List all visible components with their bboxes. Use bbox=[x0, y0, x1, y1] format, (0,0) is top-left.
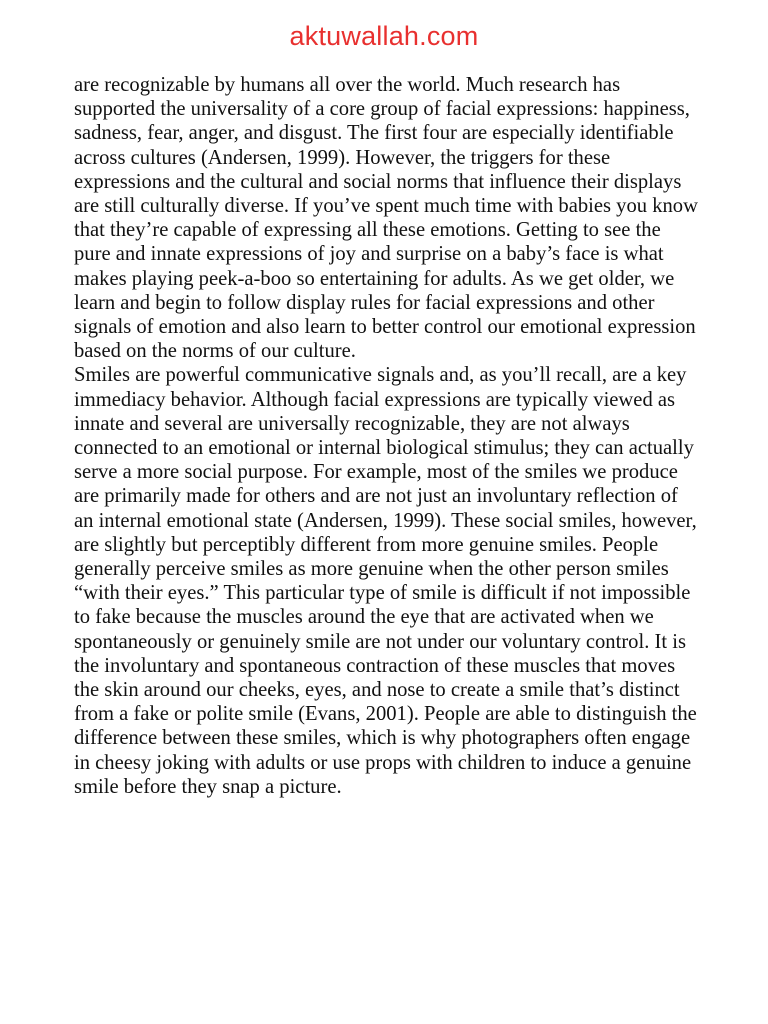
paragraph-smiles: Smiles are powerful communicative signals and, as you’ll recall, are a key immediacy behavior. Although facial expressions are typically viewed as innate and several are universally recognizable, they are not always connected to an emotional or internal biological stimulus; they can actually serve a more social purpose. For example, most of the smiles we produce are primarily made for others and are not just an involuntary reflection of an internal emotional state (Andersen, 1999). These social smiles, however, are slightly but perceptibly different from more genuine smiles. People generally perceive smiles as more genuine when the other person smiles “with their eyes.” This particular type of smile is difficult if not impossible to fake because the muscles around the eye that are activated when we spontaneously or genuinely smile are not under our voluntary control. It is the involuntary and spontaneous contraction of these muscles that moves the skin around our cheeks, eyes, and nose to create a smile that’s distinct from a fake or polite smile (Evans, 2001). People are able to distinguish the difference between these smiles, which is why photographers often engage in cheesy joking with adults or use props with children to induce a genuine smile before they snap a picture. bbox=[74, 364, 697, 798]
document-body bbox=[74, 73, 700, 799]
site-watermark-header: aktuwallah.com bbox=[289, 21, 479, 51]
paragraph-facial-expressions: are recognizable by humans all over the world. Much research has supported the universality of a core group of facial expressions: happiness, sadness, fear, anger, and disgust. The first four are especially identifiable across cultures (Andersen, 1999). However, the triggers for these expressions and the cultural and social norms that influence their displays are still culturally diverse. If you’ve spent much time with babies you know that they’re capable of expressing all these emotions. Getting to see the pure and innate expressions of joy and surprise on a baby’s face is what makes playing peek-a-boo so entertaining for adults. As we get older, we learn and begin to follow display rules for facial expressions and other signals of emotion and also learn to better control our emotional expression based on the norms of our culture. bbox=[74, 74, 698, 363]
